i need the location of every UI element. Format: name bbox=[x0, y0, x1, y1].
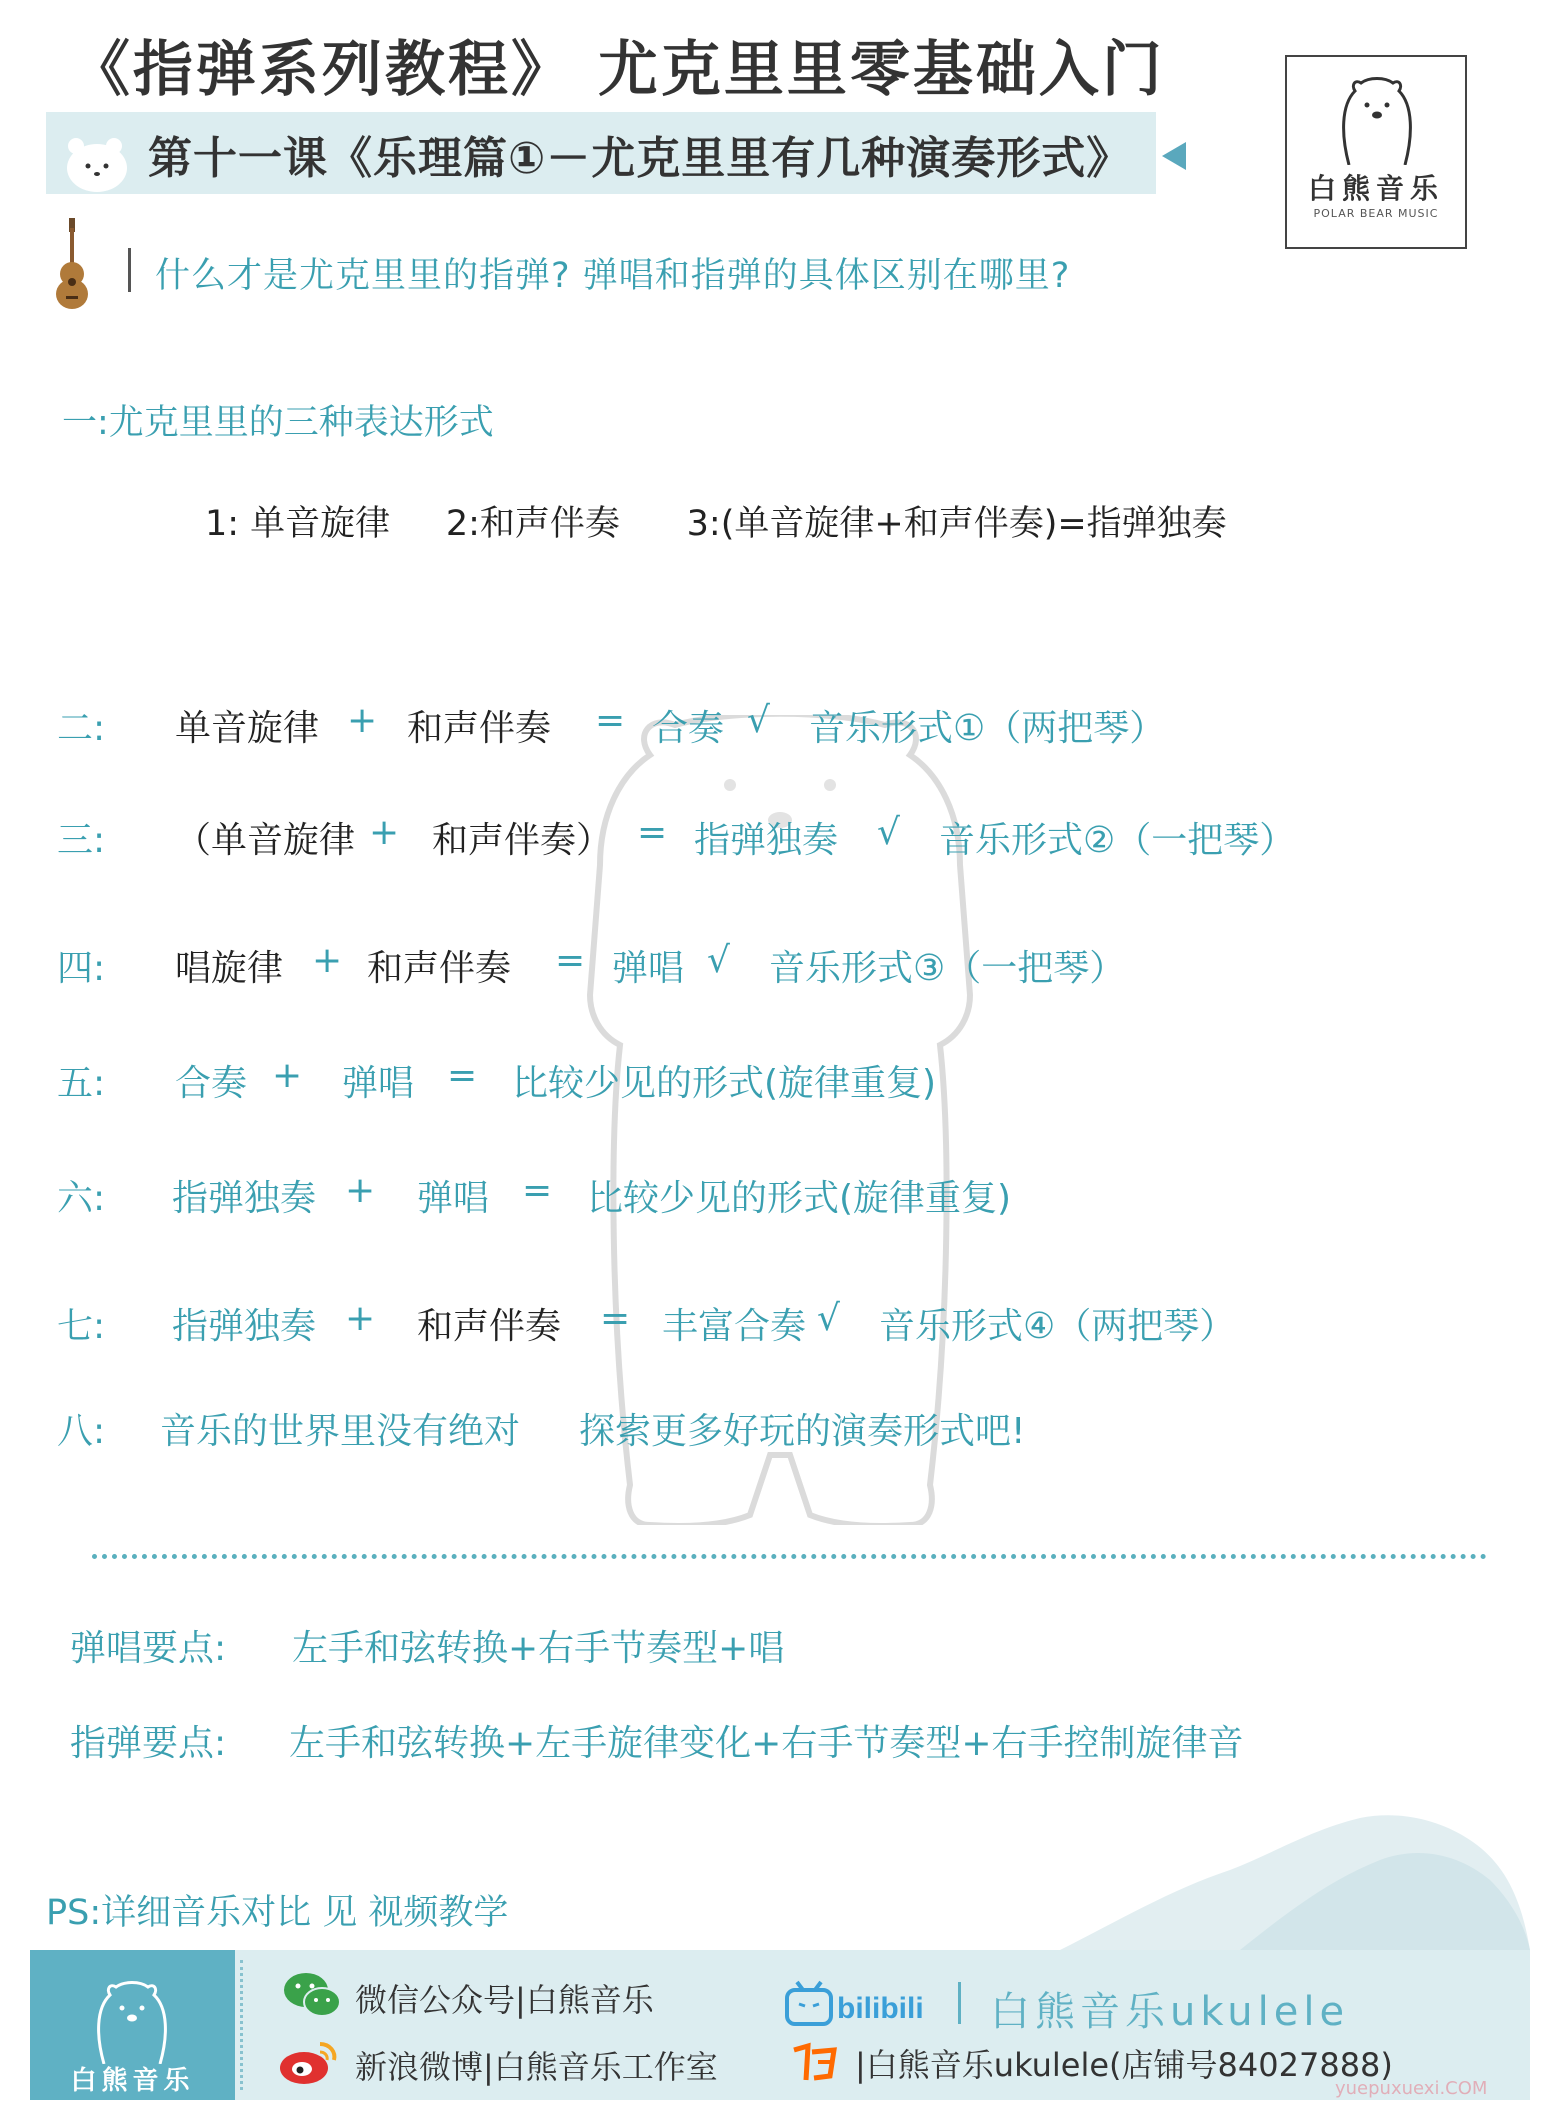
ukulele-icon bbox=[54, 218, 90, 310]
logo-text: 白熊音乐 bbox=[1307, 172, 1444, 205]
mountain-decoration bbox=[1060, 1810, 1530, 1950]
ps-note: PS:详细音乐对比 见 视频教学 bbox=[46, 1893, 509, 1933]
row-label: 二: bbox=[57, 708, 106, 749]
bilibili-channel: 白熊音乐ukulele bbox=[990, 1989, 1350, 2035]
row-part: 弹唱 bbox=[342, 1063, 415, 1104]
site-watermark: yuepuxuexi.COM bbox=[1335, 2078, 1488, 2099]
bilibili-logo bbox=[785, 1978, 935, 2034]
finger-tip-label: 指弹要点: bbox=[70, 1723, 227, 1764]
row-result: 比较少见的形式(旋律重复) bbox=[512, 1063, 937, 1104]
row-result: 弹唱 bbox=[612, 948, 685, 989]
form-item: 3:(单音旋律+和声伴奏)=指弹独奏 bbox=[686, 504, 1227, 544]
row-part: 和声伴奏） bbox=[432, 820, 613, 861]
arrow-left-icon bbox=[1162, 142, 1186, 170]
row-part: 和声伴奏 bbox=[417, 1306, 562, 1347]
lesson-title: 第十一课《乐理篇①－尤克里里有几种演奏形式》 bbox=[148, 133, 1132, 184]
polar-bear-icon bbox=[1335, 75, 1419, 165]
row-part: 音乐的世界里没有绝对 bbox=[160, 1411, 521, 1452]
row-part: 指弹独奏 bbox=[172, 1306, 317, 1347]
footer-logo-text: 白熊音乐 bbox=[70, 2066, 195, 2096]
weibo-icon bbox=[278, 2038, 340, 2086]
main-title: 《指弹系列教程》 尤克里里零基础入门 bbox=[70, 35, 1165, 105]
row-part: 单音旋律 bbox=[175, 708, 320, 749]
row-label: 六: bbox=[57, 1178, 106, 1219]
check-icon: √ bbox=[707, 940, 730, 981]
plus-sign: + bbox=[369, 812, 400, 853]
row-label: 七: bbox=[57, 1306, 106, 1347]
strum-tip-label: 弹唱要点: bbox=[70, 1628, 227, 1669]
form-item: 1: 单音旋律 bbox=[205, 504, 391, 544]
plus-sign: + bbox=[345, 1298, 376, 1339]
wechat-icon bbox=[282, 1970, 342, 2020]
dotted-divider bbox=[92, 1554, 1487, 1559]
music-form: 音乐形式④（两把琴） bbox=[879, 1306, 1236, 1347]
row-part: 探索更多好玩的演奏形式吧! bbox=[579, 1411, 1026, 1452]
taobao-shop: |白熊音乐ukulele(店铺号84027888) bbox=[855, 2046, 1393, 2084]
row-label: 三: bbox=[57, 820, 106, 861]
check-icon: √ bbox=[747, 700, 770, 741]
weibo-account: 新浪微博|白熊音乐工作室 bbox=[355, 2048, 718, 2086]
equals-sign: = bbox=[595, 700, 626, 741]
row-part: 合奏 bbox=[175, 1063, 248, 1104]
row-label: 八: bbox=[57, 1411, 106, 1452]
bilibili-wordmark: bilibili bbox=[837, 1992, 924, 2025]
row-part: 和声伴奏 bbox=[367, 948, 512, 989]
equals-sign: = bbox=[555, 940, 586, 981]
finger-tip-text: 左手和弦转换+左手旋律变化+右手节奏型+右手控制旋律音 bbox=[289, 1723, 1244, 1764]
logo-subtitle: POLAR BEAR MUSIC bbox=[1313, 207, 1439, 220]
equals-sign: = bbox=[522, 1170, 553, 1211]
music-form: 音乐形式②（一把琴） bbox=[939, 820, 1296, 861]
plus-sign: + bbox=[345, 1170, 376, 1211]
row-label: 五: bbox=[57, 1063, 106, 1104]
equals-sign: = bbox=[637, 812, 668, 853]
music-form: 音乐形式③（一把琴） bbox=[769, 948, 1126, 989]
row-part: 指弹独奏 bbox=[172, 1178, 317, 1219]
bili-divider bbox=[958, 1982, 961, 2024]
footer-divider bbox=[240, 1960, 243, 2090]
section-title: 一:尤克里里的三种表达形式 bbox=[62, 403, 494, 443]
taobao-icon bbox=[790, 2040, 838, 2084]
row-part: 和声伴奏 bbox=[407, 708, 552, 749]
question-text: 什么才是尤克里里的指弹? 弹唱和指弹的具体区别在哪里? bbox=[155, 256, 1071, 296]
row-result: 指弹独奏 bbox=[694, 820, 839, 861]
row-result: 丰富合奏 bbox=[662, 1306, 807, 1347]
equals-sign: = bbox=[600, 1298, 631, 1339]
row-part: 唱旋律 bbox=[175, 948, 284, 989]
row-part: （单音旋律 bbox=[175, 820, 356, 861]
footer-logo bbox=[30, 1950, 235, 2100]
strum-tip-text: 左手和弦转换+右手节奏型+唱 bbox=[292, 1628, 785, 1669]
polar-bear-icon bbox=[92, 1980, 172, 2064]
row-result: 比较少见的形式(旋律重复) bbox=[587, 1178, 1012, 1219]
music-form: 音乐形式①（两把琴） bbox=[809, 708, 1166, 749]
brand-logo bbox=[1285, 55, 1467, 249]
question-divider bbox=[128, 248, 131, 292]
plus-sign: + bbox=[312, 940, 343, 981]
wechat-account: 微信公众号|白熊音乐 bbox=[355, 1981, 654, 2019]
row-label: 四: bbox=[57, 948, 106, 989]
row-part: 弹唱 bbox=[417, 1178, 490, 1219]
form-item: 2:和声伴奏 bbox=[445, 504, 620, 544]
bear-icon bbox=[52, 128, 142, 194]
equals-sign: = bbox=[447, 1055, 478, 1096]
three-forms bbox=[205, 496, 1227, 546]
row-result: 合奏 bbox=[652, 708, 725, 749]
plus-sign: + bbox=[272, 1055, 303, 1096]
plus-sign: + bbox=[347, 700, 378, 741]
check-icon: √ bbox=[877, 812, 900, 853]
check-icon: √ bbox=[817, 1298, 840, 1339]
